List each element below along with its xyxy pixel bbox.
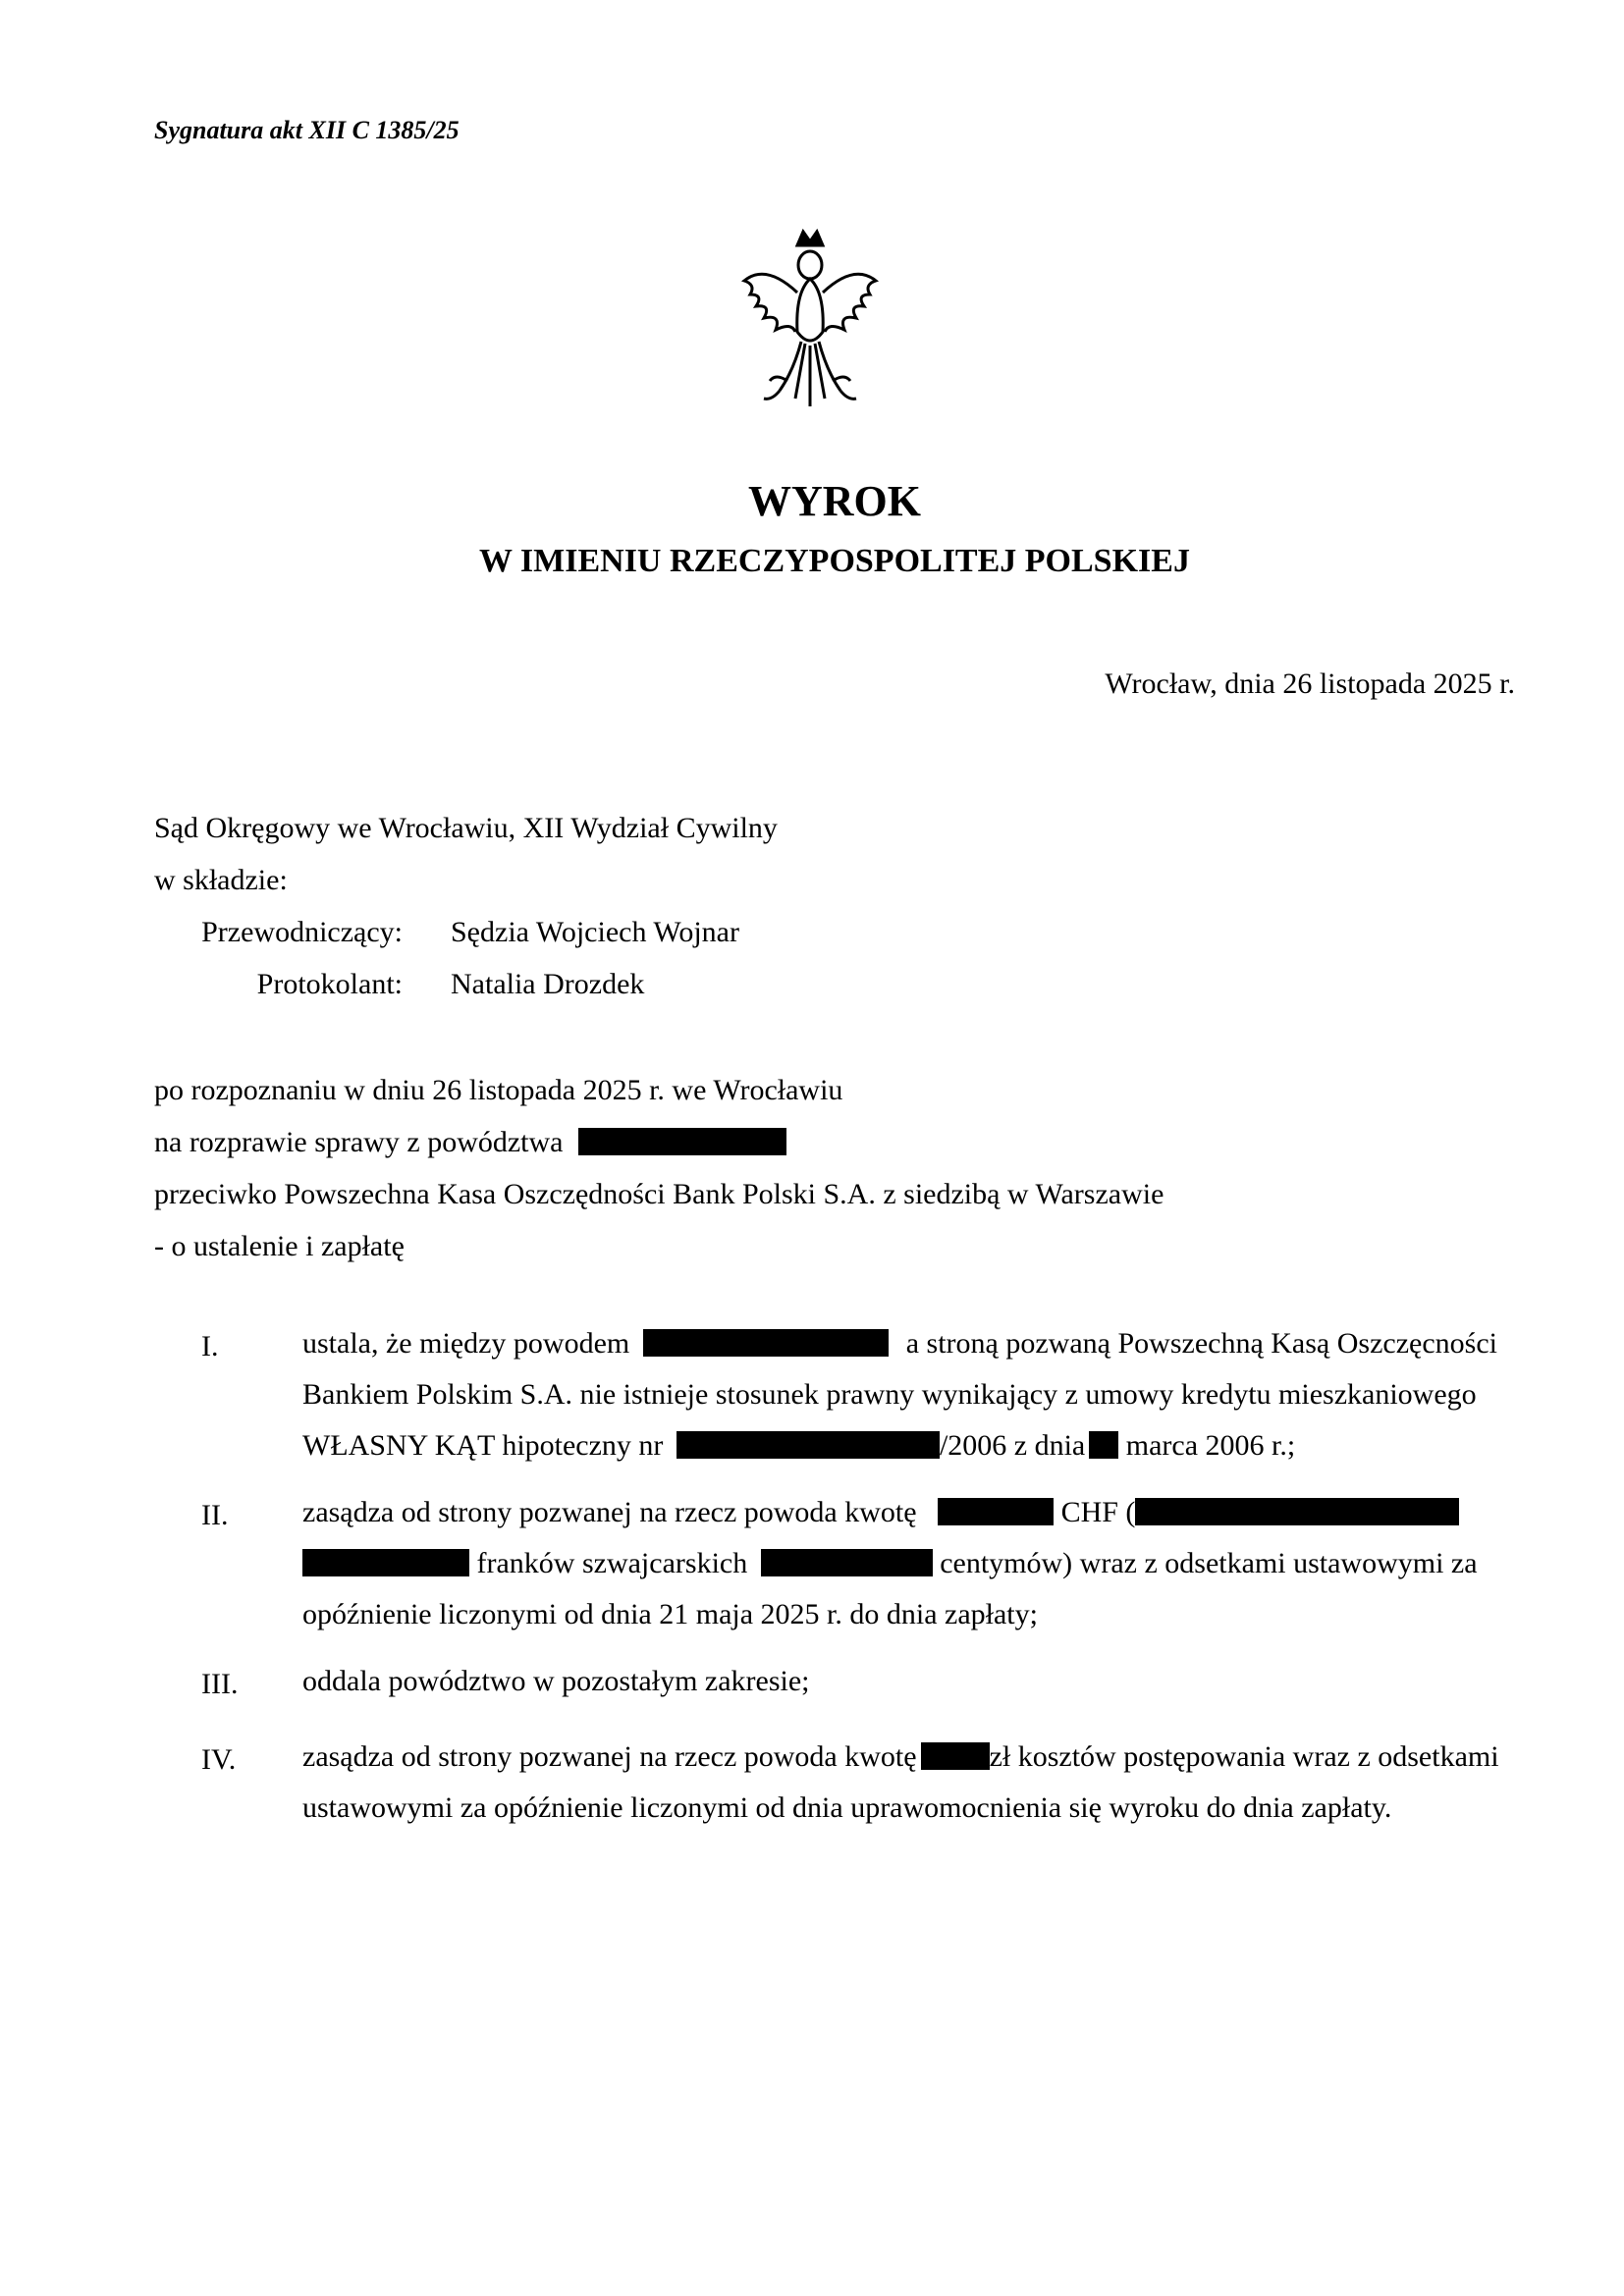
proceedings-line-4: - o ustalenie i zapłatę bbox=[154, 1230, 405, 1262]
redaction-centimes bbox=[761, 1549, 933, 1576]
item-ii-text-1a: zasądza od strony pozwanej na rzecz powoda kwotę bbox=[302, 1496, 917, 1528]
item-i-line-3 bbox=[302, 1420, 1516, 1471]
item-iii-line-1: oddala powództwo w pozostałym zakresie; bbox=[302, 1665, 810, 1697]
court-name: Sąd Okręgowy we Wrocławiu, XII Wydział Cywilny bbox=[154, 812, 778, 844]
redaction-plaintiff bbox=[578, 1128, 786, 1155]
chair-value: Sędzia Wojciech Wojnar bbox=[451, 916, 739, 948]
redaction-chf-amount bbox=[938, 1498, 1054, 1525]
item-i-text-3b: /2006 z dnia bbox=[939, 1429, 1086, 1462]
item-number-i: I. bbox=[201, 1330, 219, 1362]
item-number-iv: IV. bbox=[201, 1743, 237, 1776]
item-iii bbox=[302, 1656, 1516, 1707]
item-number-iii: III. bbox=[201, 1668, 239, 1700]
clerk-value: Natalia Drozdek bbox=[451, 968, 645, 1000]
redaction-costs-amount bbox=[921, 1742, 990, 1770]
redaction-contract-day bbox=[1089, 1431, 1118, 1459]
item-i-line-1 bbox=[302, 1318, 1516, 1369]
item-iv-text-1b: zł kosztów postępowania wraz z odsetkami bbox=[989, 1740, 1499, 1773]
item-iv bbox=[302, 1732, 1516, 1834]
document-subtitle: W IMIENIU RZECZYPOSPOLITEJ POLSKIEJ bbox=[479, 543, 1190, 579]
item-ii-line-3: opóźnienie liczonymi od dnia 21 maja 2025 r. do dnia zapłaty; bbox=[302, 1598, 1038, 1630]
redaction-plaintiff-name bbox=[643, 1329, 889, 1357]
item-ii-line-2 bbox=[302, 1538, 1516, 1589]
redaction-chf-words-cont bbox=[302, 1549, 469, 1576]
item-ii-text-2a: franków szwajcarskich bbox=[476, 1547, 748, 1579]
item-ii-line-1 bbox=[302, 1487, 1516, 1538]
place-and-date: Wrocław, dnia 26 listopada 2025 r. bbox=[1105, 667, 1515, 700]
item-i bbox=[302, 1318, 1516, 1471]
item-ii-text-1b: CHF ( bbox=[1060, 1496, 1136, 1528]
item-ii-text-2b: centymów) wraz z odsetkami ustawowymi za bbox=[940, 1547, 1478, 1579]
redaction-contract-number bbox=[677, 1431, 940, 1459]
item-iv-text-1a: zasądza od strony pozwanej na rzecz powoda kwotę bbox=[302, 1740, 917, 1773]
item-iv-line-2: ustawowymi za opóźnienie liczonymi od dnia uprawomocnienia się wyroku do dnia zapłaty. bbox=[302, 1791, 1392, 1824]
proceedings-line-1: po rozpoznaniu w dniu 26 listopada 2025 r. we Wrocławiu bbox=[154, 1074, 843, 1106]
polish-eagle-emblem-icon bbox=[736, 224, 884, 420]
redaction-chf-amount-words bbox=[1135, 1498, 1459, 1525]
case-signature: Sygnatura akt XII C 1385/25 bbox=[154, 116, 460, 144]
item-ii bbox=[302, 1487, 1516, 1640]
item-iv-line-1 bbox=[302, 1732, 1516, 1783]
item-i-text-1b: a stroną pozwaną Powszechną Kasą Oszczęcności bbox=[905, 1327, 1497, 1360]
proceedings-line-3: przeciwko Powszechna Kasa Oszczędności Bank Polski S.A. z siedzibą w Warszawie bbox=[154, 1178, 1164, 1210]
item-i-text-3a: WŁASNY KĄT hipoteczny nr bbox=[302, 1429, 664, 1462]
clerk-label: Protokolant: bbox=[256, 968, 403, 1000]
item-i-line-2: Bankiem Polskim S.A. nie istnieje stosunek prawny wynikający z umowy kredytu mieszkaniowego bbox=[302, 1378, 1477, 1411]
chair-label: Przewodniczący: bbox=[201, 916, 403, 948]
document-title: WYROK bbox=[748, 477, 921, 525]
proceedings-line-2-text: na rozprawie sprawy z powództwa bbox=[154, 1126, 564, 1158]
item-number-ii: II. bbox=[201, 1499, 229, 1531]
item-i-text-1a: ustala, że między powodem bbox=[302, 1327, 630, 1360]
proceedings-line-2 bbox=[154, 1126, 786, 1159]
composition-intro: w składzie: bbox=[154, 864, 288, 896]
item-i-text-3c: marca 2006 r.; bbox=[1118, 1429, 1296, 1462]
